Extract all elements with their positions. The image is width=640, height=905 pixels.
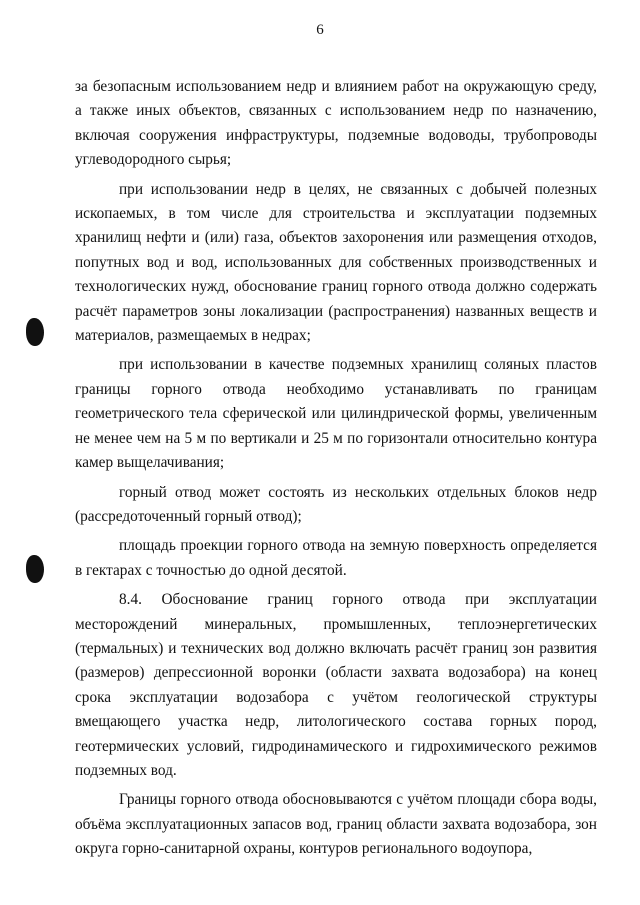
paragraph-continuation: за безопасным использованием недр и влиянием работ на окружающую среду, а также иных объектов, связанных с использованием недр по назначению, включая сооружения инфраструктуры, подземные водоводы, трубопроводы углеводородного сырья; [75, 78, 597, 169]
page-number: 6 [316, 22, 324, 38]
paragraph-salt-storage: при использовании в качестве подземных хранилищ соляных пластов границы горного отвода необходимо устанавливать по границам геометрического тела сферической или цилиндрической формы, увеличенным не менее чем на 5 м по вертикали и 25 м по горизонтали относительно контура камер выщелачивания; [75, 356, 597, 472]
paragraph-dispersed-allotment: горный отвод может состоять из нескольких отдельных блоков недр (рассредоточенный горный отвод); [75, 483, 597, 525]
paragraph-section-8-4: 8.4. Обоснование границ горного отвода при эксплуатации месторождений минеральных, промышленных, теплоэнергетических (термальных) и технических вод должно включать расчёт границ зон развития (размеров) депрессионной воронки (области захвата водозабора) на конец срока эксплуатации водозабора с учётом геологической структуры вмещающего участка недр, литологического состава горных пород, геотермических условий, гидродинамического и гидрохимического режимов подземных вод. [75, 591, 597, 779]
punch-hole-mark [26, 318, 44, 346]
document-body [75, 75, 597, 862]
paragraph-area-projection: площадь проекции горного отвода на земную поверхность определяется в гектарах с точностью до одной десятой. [75, 537, 597, 579]
paragraph-boundaries-justification: Границы горного отвода обосновываются с учётом площади сбора воды, объёма эксплуатационных запасов вод, границ области захвата водозабора, зон округа горно-санитарной охраны, контуров регионального водоупора, [75, 791, 597, 858]
paragraph-non-mining-use: при использовании недр в целях, не связанных с добычей полезных ископаемых, в том числе для строительства и эксплуатации подземных хранилищ нефти и (или) газа, объектов захоронения или размещения отходов, попутных вод и вод, использованных для собственных производственных и технологических нужд, обоснование границ горного отвода должно содержать расчёт параметров зоны локализации (распространения) названных веществ и материалов, размещаемых в недрах; [75, 180, 597, 345]
punch-hole-mark [26, 555, 44, 583]
